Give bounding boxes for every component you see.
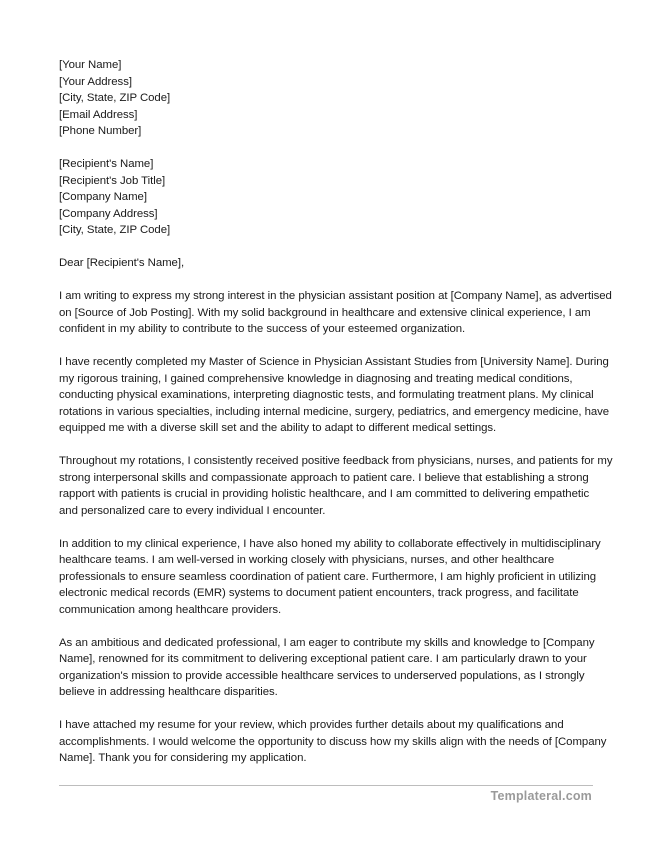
sender-phone: [Phone Number] (59, 125, 142, 137)
paragraph-line: Name], renowned for its commitment to delivering exceptional patient care. I am particularly drawn to your (59, 653, 587, 665)
recipient-company-name: [Company Name] (59, 191, 147, 203)
paragraph-line: equipped me with a diverse skill set and the ability to adapt to different medical settings. (59, 422, 497, 434)
paragraph-line: confident in my ability to contribute to the success of your esteemed organization. (59, 323, 466, 335)
salutation (59, 255, 599, 272)
sender-name: [Your Name] (59, 59, 122, 71)
recipient-company-address: [Company Address] (59, 207, 158, 220)
paragraph-line: organization's mission to provide accessible healthcare services to underserved populations, as I strongly (59, 669, 585, 682)
body-paragraph-5 (59, 635, 599, 701)
paragraph-line: electronic medical records (EMR) systems to document patient encounters, track progress, and facilitate (59, 587, 579, 599)
sender-city-state-zip: [City, State, ZIP Code] (59, 92, 171, 104)
paragraph-line: on [Source of Job Posting]. With my solid background in healthcare and extensive clinical experience, I am (59, 306, 591, 319)
sender-address-block (59, 57, 599, 140)
paragraph-line: communication among healthcare providers. (59, 603, 282, 616)
body-paragraph-3 (59, 453, 613, 519)
recipient-city-state-zip: [City, State, ZIP Code] (59, 224, 171, 236)
paragraph-line: In addition to my clinical experience, I have also honed my ability to collaborate effectively in multidisciplinary (59, 537, 601, 550)
paragraph-line: I have attached my resume for your review, which provides further details about my qualifications and (59, 719, 564, 731)
sender-email: [Email Address] (59, 108, 138, 121)
paragraph-line: I have recently completed my Master of Science in Physician Assistant Studies from [University Name]. During (59, 356, 609, 368)
sender-address: [Your Address] (59, 75, 132, 88)
paragraph-line: rotations in various specialties, including internal medicine, surgery, pediatrics, and emergency medicine, have (59, 405, 610, 418)
letter-page (59, 57, 613, 783)
salutation-text: Dear [Recipient's Name], (59, 257, 185, 269)
paragraph-line: accomplishments. I would welcome the opportunity to discuss how my skills align with the needs of [Company (59, 735, 607, 748)
paragraph-line: believe in addressing healthcare disparities. (59, 686, 278, 698)
paragraph-line: Name]. Thank you for considering my application. (59, 752, 307, 764)
paragraph-line: rapport with patients is crucial in providing holistic healthcare, and I am committed to delivering empathetic (59, 488, 590, 500)
recipient-address-block (59, 156, 599, 239)
paragraph-line: conducting physical examinations, interpreting diagnostic tests, and formulating treatment plans. My clinical (59, 389, 594, 401)
recipient-job-title: [Recipient's Job Title] (59, 174, 166, 187)
body-paragraph-1 (59, 288, 612, 338)
paragraph-line: Throughout my rotations, I consistently received positive feedback from physicians, nurses, and patients for my (59, 455, 613, 467)
paragraph-line: As an ambitious and dedicated professional, I am eager to contribute my skills and knowledge to [Company (59, 636, 595, 649)
body-paragraph-4 (59, 536, 599, 619)
paragraph-line: professionals to ensure seamless coordination of patient care. Furthermore, I am highly proficient in utilizing (59, 570, 597, 583)
body-paragraph-2 (59, 354, 610, 437)
footer-brand-watermark: Templateral.com (490, 789, 592, 803)
paragraph-line: I am writing to express my strong interest in the physician assistant position at [Company Name], as advertised (59, 290, 612, 302)
paragraph-line: my rigorous training, I gained comprehensive knowledge in diagnosing and treating medical conditions, (59, 372, 573, 385)
footer-divider (59, 785, 593, 786)
recipient-name: [Recipient's Name] (59, 158, 154, 170)
body-paragraph-6 (59, 717, 607, 767)
paragraph-line: and personalized care to every individual I encounter. (59, 504, 326, 517)
paragraph-line: healthcare teams. I am well-versed in working closely with physicians, nurses, and other healthcare (59, 554, 555, 566)
paragraph-line: strong interpersonal skills and compassionate approach to patient care. I believe that establishing a strong (59, 471, 589, 484)
